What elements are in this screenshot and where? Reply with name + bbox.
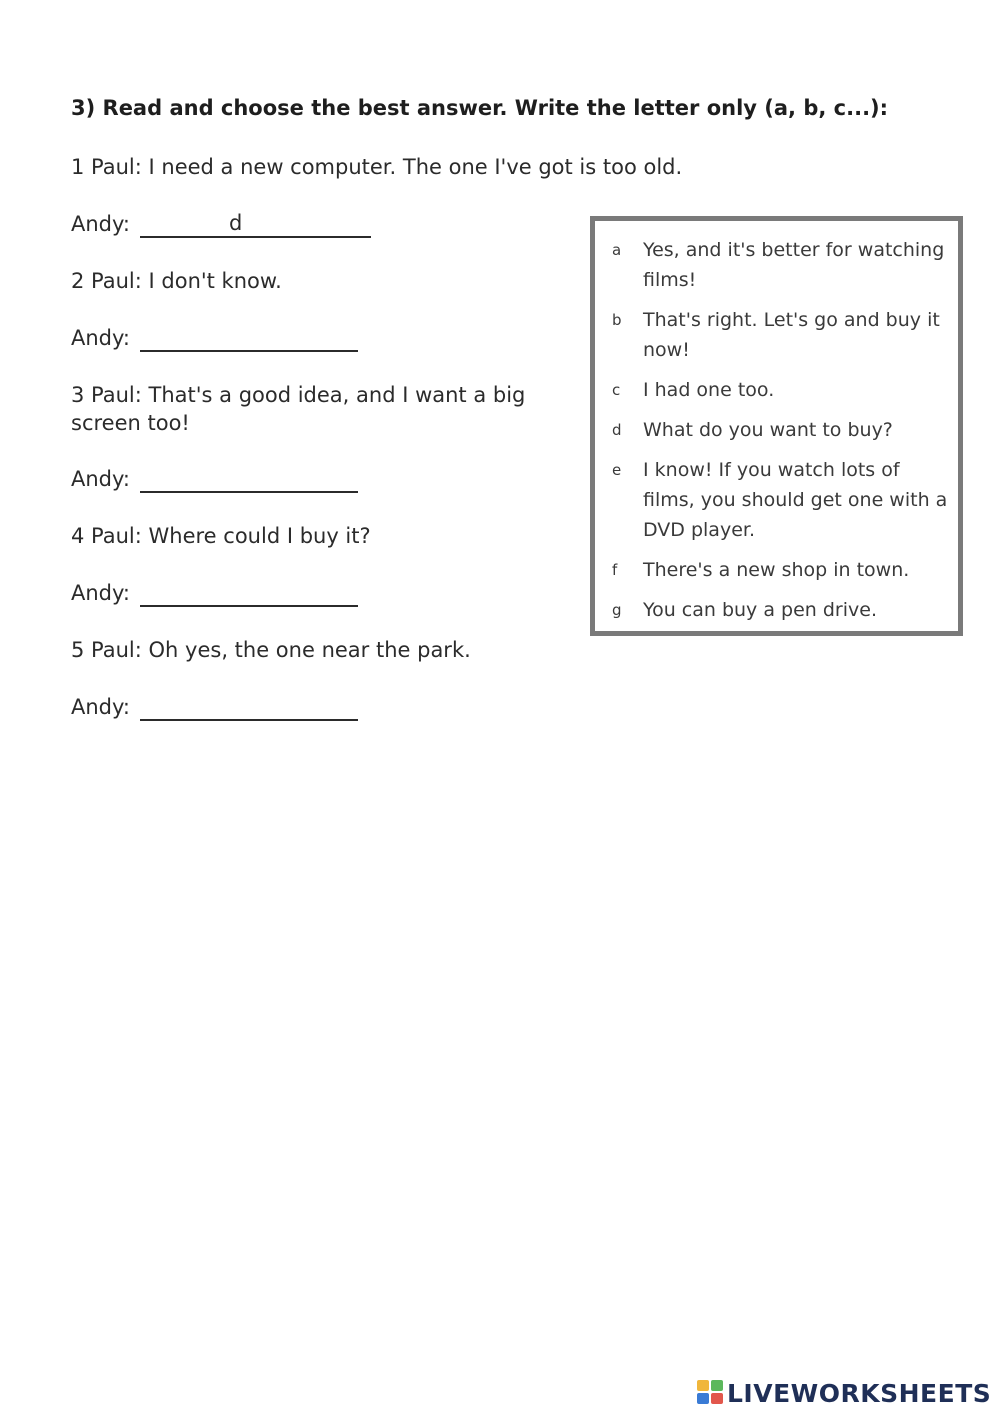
option-letter: b	[612, 311, 622, 329]
option-letter: e	[612, 461, 622, 479]
option-letter: g	[612, 601, 622, 619]
question-2-prompt: 2 Paul: I don't know.	[71, 269, 282, 293]
option-text: There's a new shop in town.	[643, 559, 910, 581]
answer-field-1[interactable]	[140, 210, 371, 238]
option-text: You can buy a pen drive.	[643, 599, 877, 621]
liveworksheets-logo[interactable]	[697, 1378, 991, 1408]
option-letter: f	[612, 561, 618, 579]
option-b	[595, 305, 948, 365]
option-a	[595, 235, 948, 295]
option-text: I know! If you watch lots of films, you should get one with a DVD player.	[643, 459, 948, 541]
answer-field-2[interactable]	[140, 324, 358, 352]
question-4-prompt: 4 Paul: Where could I buy it?	[71, 524, 371, 548]
answer-field-4[interactable]	[140, 579, 358, 607]
speaker-label: Andy:	[71, 467, 130, 491]
exercise-heading: 3) Read and choose the best answer. Write the letter only (a, b, c...):	[71, 96, 889, 120]
brand-name: LIVEWORKSHEETS	[727, 1378, 992, 1408]
speaker-label: Andy:	[71, 581, 130, 605]
option-letter: d	[612, 421, 622, 439]
logo-tile-icon	[711, 1380, 723, 1391]
answer-value-1: d	[228, 211, 243, 235]
logo-tile-icon	[711, 1393, 723, 1404]
answer-options-box	[590, 216, 963, 636]
answer-field-3[interactable]	[140, 465, 358, 493]
question-3-prompt: 3 Paul: That's a good idea, and I want a big screen too!	[71, 383, 526, 435]
answer-row-2	[71, 324, 358, 352]
option-text: Yes, and it's better for watching films!	[643, 239, 945, 291]
option-f	[595, 555, 948, 585]
option-text: What do you want to buy?	[643, 419, 893, 441]
option-letter: a	[612, 241, 622, 259]
question-5-prompt: 5 Paul: Oh yes, the one near the park.	[71, 638, 471, 662]
option-c	[595, 375, 948, 405]
speaker-label: Andy:	[71, 326, 130, 350]
option-text: I had one too.	[643, 379, 775, 401]
speaker-label: Andy:	[71, 212, 130, 236]
option-letter: c	[612, 381, 621, 399]
answer-row-3	[71, 465, 358, 493]
speaker-label: Andy:	[71, 695, 130, 719]
option-g	[595, 595, 948, 625]
question-1-prompt: 1 Paul: I need a new computer. The one I've got is too old.	[71, 155, 683, 179]
option-d	[595, 415, 948, 445]
logo-tile-icon	[697, 1393, 709, 1404]
option-text: That's right. Let's go and buy it now!	[643, 309, 940, 361]
option-e	[595, 455, 948, 545]
answer-row-5	[71, 693, 358, 721]
logo-tile-icon	[697, 1380, 709, 1391]
logo-mark-icon	[697, 1380, 725, 1406]
answer-row-4	[71, 579, 358, 607]
answer-field-5[interactable]	[140, 693, 358, 721]
answer-row-1	[71, 210, 371, 238]
